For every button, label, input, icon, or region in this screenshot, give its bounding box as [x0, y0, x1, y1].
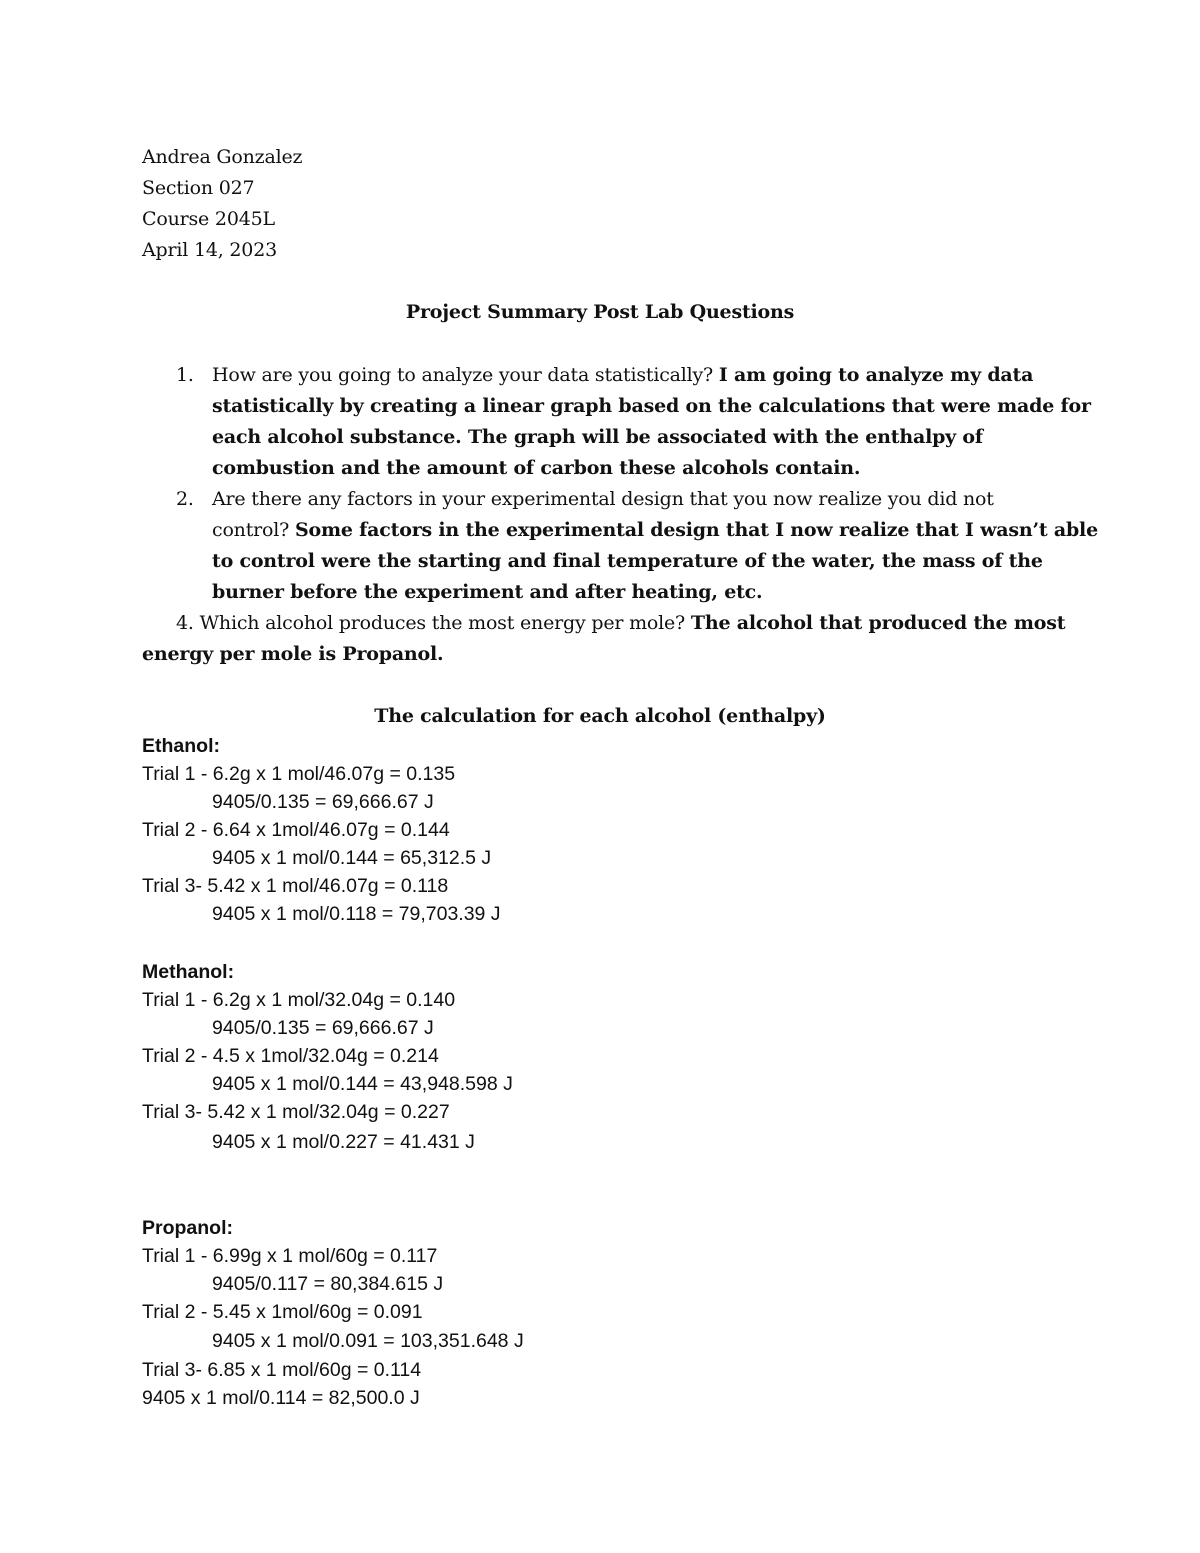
course-number: Course 2045L — [142, 208, 275, 230]
answer-2-line-1: Some factors in the experimental design that I now realize that I wasn’t able — [294, 519, 1098, 541]
methanol-trial-2: Trial 2 - 4.5 x 1mol/32.04g = 0.214 — [142, 1045, 439, 1067]
calculation-title: The calculation for each alcohol (enthalpy) — [374, 705, 826, 727]
section-number: Section 027 — [142, 177, 255, 199]
question-2-number: 2. — [176, 488, 194, 510]
answer-1-line-1: I am going to analyze my data — [718, 364, 1034, 386]
ethanol-trial-3: Trial 3- 5.42 x 1 mol/46.07g = 0.118 — [142, 875, 449, 897]
question-1-text: How are you going to analyze your data statistically? — [212, 364, 714, 386]
page-title: Project Summary Post Lab Questions — [405, 301, 795, 323]
methanol-trial-2-result: 9405 x 1 mol/0.144 = 43,948.598 J — [212, 1073, 513, 1095]
answer-4-line-2: energy per mole is Propanol. — [142, 643, 444, 665]
answer-1-line-2: statistically by creating a linear graph based on the calculations that were made for — [212, 395, 1091, 417]
question-4-number: 4. — [176, 612, 194, 634]
question-2-second-line — [212, 518, 1098, 542]
propanol-trial-2: Trial 2 - 5.45 x 1mol/60g = 0.091 — [142, 1301, 423, 1323]
answer-2-line-2: to control were the starting and final temperature of the water, the mass of the — [212, 550, 1043, 572]
answer-2-line-3: burner before the experiment and after heating, etc. — [212, 581, 763, 603]
methanol-trial-1-result: 9405/0.135 = 69,666.67 J — [212, 1017, 434, 1039]
propanol-heading: Propanol: — [142, 1217, 233, 1239]
question-4-first-line — [176, 611, 1065, 635]
ethanol-trial-2: Trial 2 - 6.64 x 1mol/46.07g = 0.144 — [142, 819, 450, 841]
methanol-trial-3: Trial 3- 5.42 x 1 mol/32.04g = 0.227 — [142, 1101, 450, 1123]
answer-4-line-1: The alcohol that produced the most — [690, 612, 1066, 634]
propanol-trial-3: Trial 3- 6.85 x 1 mol/60g = 0.114 — [142, 1359, 422, 1381]
question-2-line-1: Are there any factors in your experimental design that you now realize you did not — [212, 488, 994, 510]
propanol-trial-3-result: 9405 x 1 mol/0.114 = 82,500.0 J — [142, 1387, 420, 1409]
question-1-first-line — [212, 363, 1033, 387]
methanol-trial-1: Trial 1 - 6.2g x 1 mol/32.04g = 0.140 — [142, 989, 456, 1011]
author-name: Andrea Gonzalez — [142, 146, 303, 168]
ethanol-trial-2-result: 9405 x 1 mol/0.144 = 65,312.5 J — [212, 847, 492, 869]
question-2-line-2: control? — [212, 519, 290, 541]
answer-1-line-4: combustion and the amount of carbon these alcohols contain. — [212, 457, 861, 479]
ethanol-trial-3-result: 9405 x 1 mol/0.118 = 79,703.39 J — [212, 903, 501, 925]
document-date: April 14, 2023 — [142, 239, 277, 261]
ethanol-trial-1-result: 9405/0.135 = 69,666.67 J — [212, 791, 434, 813]
methanol-trial-3-result: 9405 x 1 mol/0.227 = 41.431 J — [212, 1131, 475, 1153]
ethanol-trial-1: Trial 1 - 6.2g x 1 mol/46.07g = 0.135 — [142, 763, 456, 785]
propanol-trial-1-result: 9405/0.117 = 80,384.615 J — [212, 1273, 444, 1295]
propanol-trial-1: Trial 1 - 6.99g x 1 mol/60g = 0.117 — [142, 1245, 438, 1267]
answer-1-line-3: each alcohol substance. The graph will be associated with the enthalpy of — [212, 426, 983, 448]
question-4-text: Which alcohol produces the most energy per mole? — [199, 612, 686, 634]
methanol-heading: Methanol: — [142, 961, 235, 983]
propanol-trial-2-result: 9405 x 1 mol/0.091 = 103,351.648 J — [212, 1330, 524, 1352]
ethanol-heading: Ethanol: — [142, 735, 220, 757]
question-1-number: 1. — [176, 364, 194, 386]
